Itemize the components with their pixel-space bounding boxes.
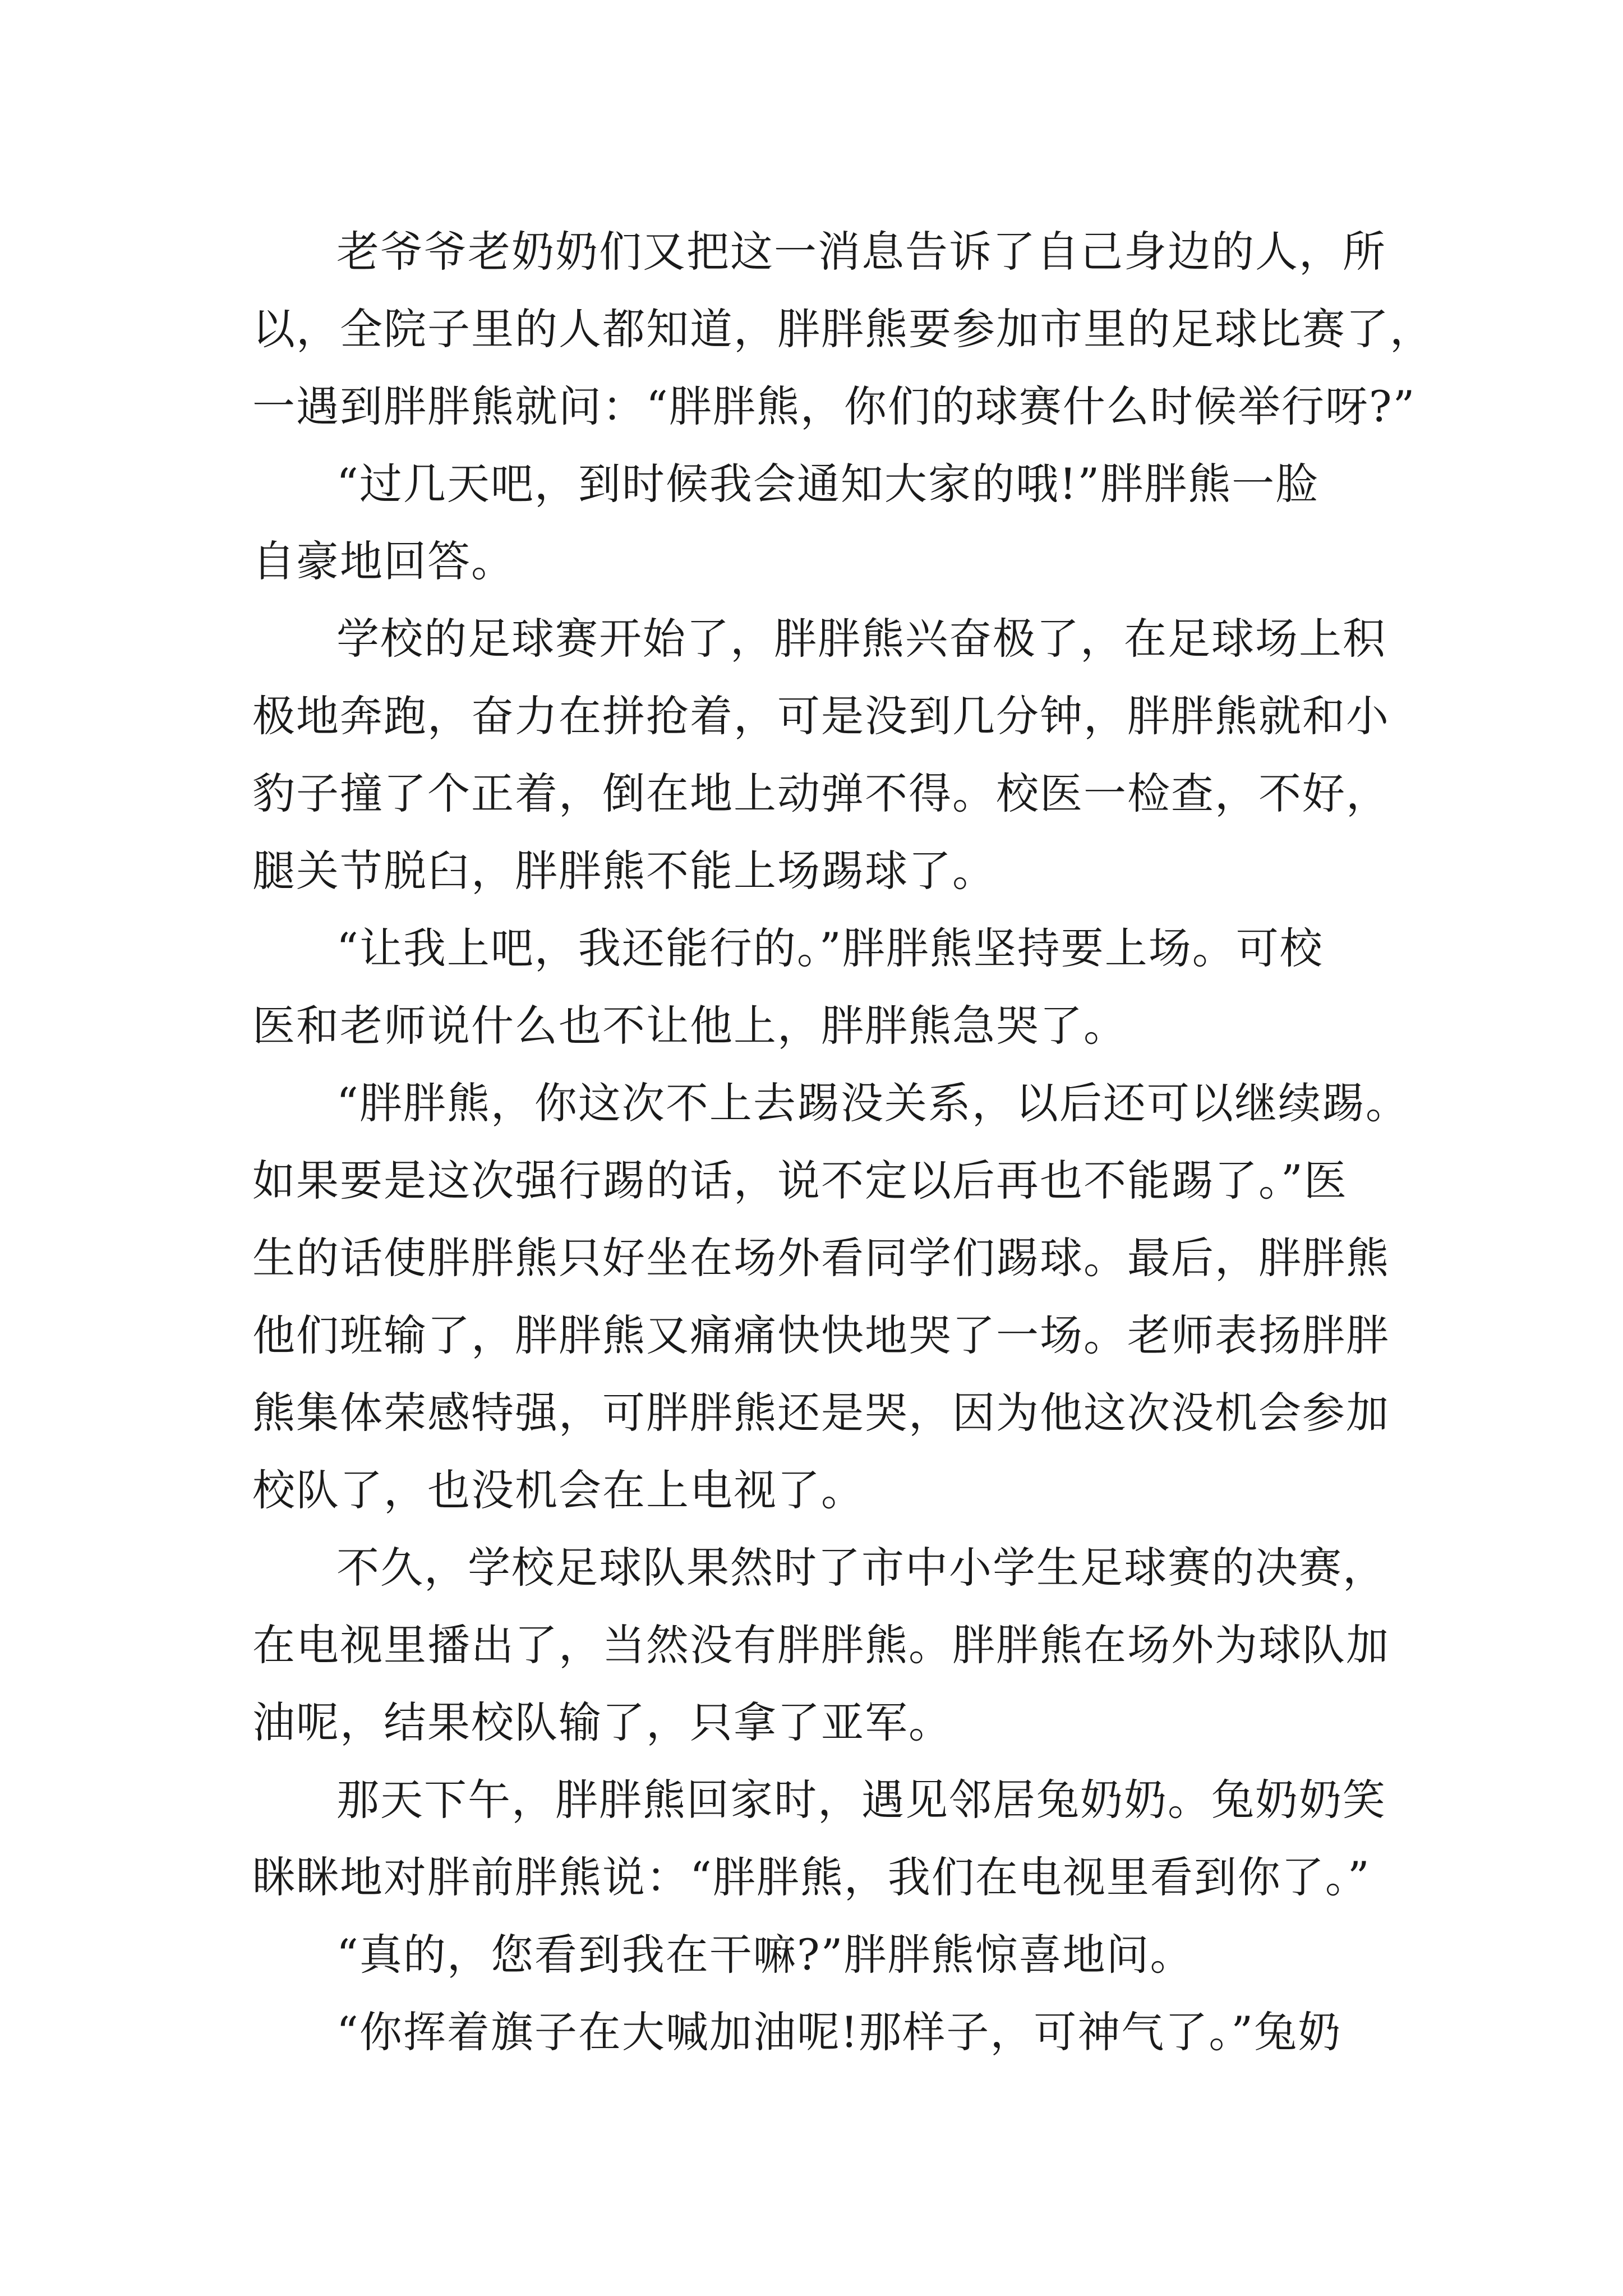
text-line: “你挥着旗子在大喊加油呢!那样子，可神气了。”兔奶 xyxy=(336,2007,1342,2057)
text-line: 熊集体荣感特强，可胖胖熊还是哭，因为他这次没机会参加 xyxy=(252,1388,1390,1438)
text-line: 自豪地回答。 xyxy=(252,536,515,586)
text-line: 校队了，也没机会在上电视了。 xyxy=(252,1465,865,1515)
text-line: 医和老师说什么也不让他上，胖胖熊急哭了。 xyxy=(252,1001,1127,1051)
text-line: 眯眯地对胖前胖熊说：“胖胖熊，我们在电视里看到你了。” xyxy=(252,1852,1371,1902)
text-line: “过几天吧，到时候我会通知大家的哦!”胖胖熊一脸 xyxy=(336,459,1320,509)
text-line: 生的话使胖胖熊只好坐在场外看同学们踢球。最后，胖胖熊 xyxy=(252,1233,1390,1283)
text-line: 学校的足球赛开始了，胖胖熊兴奋极了，在足球场上积 xyxy=(336,614,1386,664)
text-line: 老爷爷老奶奶们又把这一消息告诉了自己身边的人，所 xyxy=(336,227,1386,277)
document-body xyxy=(252,213,1433,2071)
text-line: “让我上吧，我还能行的。”胖胖熊坚持要上场。可校 xyxy=(336,923,1324,973)
text-line: 不久，学校足球队果然时了市中小学生足球赛的决赛， xyxy=(336,1543,1386,1593)
text-line: 腿关节脱臼，胖胖熊不能上场踢球了。 xyxy=(252,846,996,896)
text-line: 在电视里播出了，当然没有胖胖熊。胖胖熊在场外为球队加 xyxy=(252,1620,1390,1670)
text-line: 极地奔跑，奋力在拼抢着，可是没到几分钟，胖胖熊就和小 xyxy=(252,691,1390,741)
text-line: 油呢，结果校队输了，只拿了亚军。 xyxy=(252,1697,952,1747)
text-line: 以，全院子里的人都知道，胖胖熊要参加市里的足球比赛了， xyxy=(252,304,1433,354)
text-line: 如果要是这次强行踢的话，说不定以后再也不能踢了。”医 xyxy=(252,1156,1348,1205)
text-line: “真的，您看到我在干嘛?”胖胖熊惊喜地问。 xyxy=(336,1930,1194,1980)
text-line: 一遇到胖胖熊就问：“胖胖熊，你们的球赛什么时候举行呀?” xyxy=(252,381,1416,431)
text-line: 那天下午，胖胖熊回家时，遇见邻居兔奶奶。兔奶奶笑 xyxy=(336,1775,1386,1825)
text-line: 他们班输了，胖胖熊又痛痛快快地哭了一场。老师表扬胖胖 xyxy=(252,1310,1390,1360)
text-line: 豹子撞了个正着，倒在地上动弹不得。校医一检查，不好， xyxy=(252,769,1390,818)
text-line: “胖胖熊，你这次不上去踢没关系，以后还可以继续踢。 xyxy=(336,1078,1409,1128)
